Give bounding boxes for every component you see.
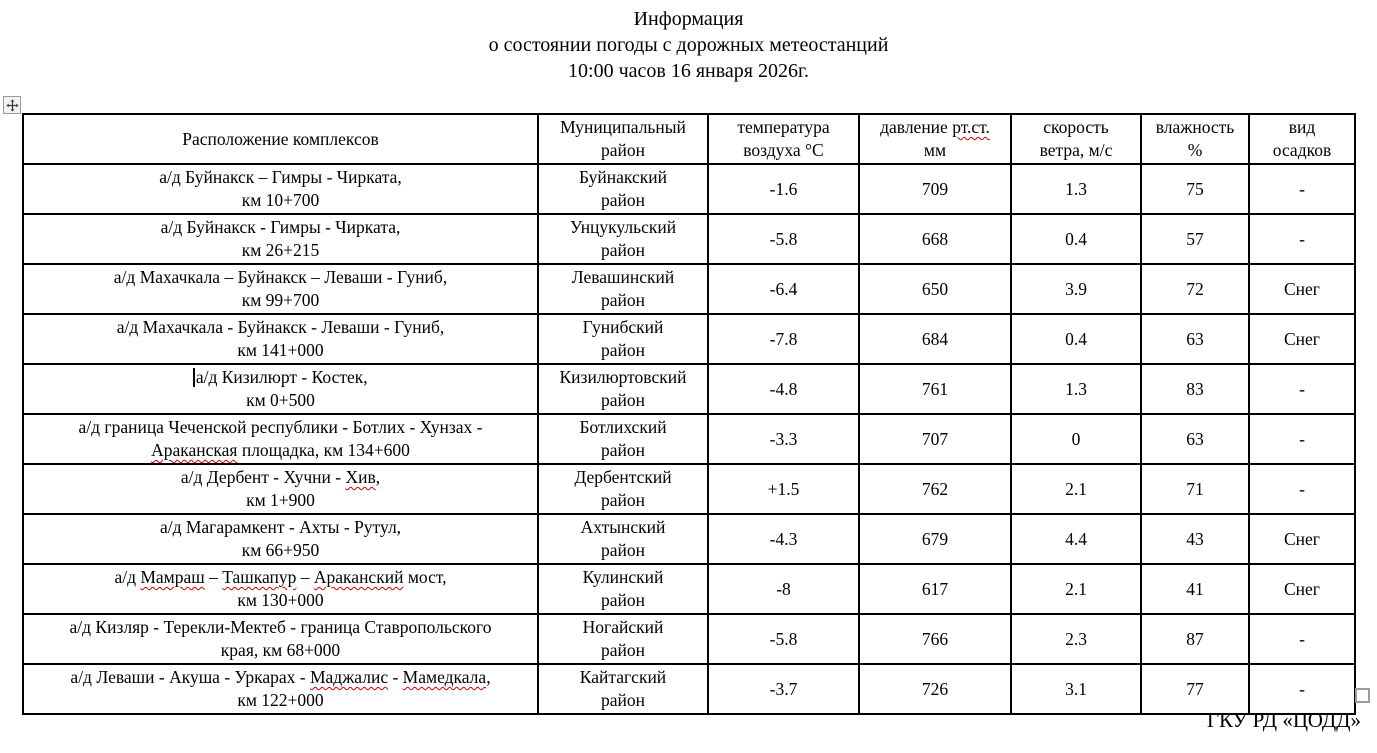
district-cell [538,214,708,264]
location-cell [23,514,538,564]
col-header-humidity [1141,114,1249,164]
district-line: Дербентский [574,467,672,487]
header-line: вид [1288,117,1316,137]
humidity-cell: 43 [1141,514,1249,564]
district-line: район [601,190,645,210]
temperature-cell: -6.4 [708,264,859,314]
location-text [196,367,368,387]
header-line: ветра, м/с [1039,140,1113,160]
pressure-cell: 668 [859,214,1011,264]
humidity-cell: 71 [1141,464,1249,514]
location-line-2 [28,589,533,612]
table-row [23,614,1355,664]
location-line-2 [28,189,533,212]
location-cell [23,414,538,464]
temperature-cell: -5.8 [708,614,859,664]
misspelled-word: Ташкапур [222,567,297,587]
misspelled-word: Маджалис [309,667,389,687]
location-cell [23,614,538,664]
district-cell [538,564,708,614]
humidity-cell: 57 [1141,214,1249,264]
pressure-cell: 766 [859,614,1011,664]
header-line: Муниципальный [560,117,686,137]
location-line-1 [28,616,533,639]
table-row [23,514,1355,564]
location-line-2 [28,539,533,562]
location-line-2 [28,639,533,662]
district-line: район [601,590,645,610]
text-segment: а/д Махачкала – Буйнакск – Леваши - Гуниб, [113,267,448,287]
precipitation-cell: - [1249,614,1355,664]
table-row [23,164,1355,214]
humidity-cell: 75 [1141,164,1249,214]
district-line: Унцукульский [569,217,677,237]
move-icon [6,99,19,112]
pressure-cell: 684 [859,314,1011,364]
humidity-cell: 63 [1141,414,1249,464]
header-line [864,116,1006,139]
district-line: район [601,690,645,710]
district-cell [538,264,708,314]
wind-speed-cell: 0 [1011,414,1141,464]
district-cell [538,614,708,664]
district-line: район [601,540,645,560]
table-row [23,214,1355,264]
precipitation-cell: - [1249,664,1355,714]
text-segment: давление [880,117,953,137]
precipitation-cell: - [1249,214,1355,264]
district-cell [538,514,708,564]
district-line: район [601,240,645,260]
text-caret [193,368,195,387]
text-segment: а/д Леваши - Акуша - Уркарах - [70,667,310,687]
misspelled-word: Араканская [151,440,238,460]
text-segment: км 1+900 [246,490,315,510]
text-segment: км 130+000 [237,590,324,610]
text-segment: площадка, км 134+600 [237,440,410,460]
temperature-cell: -3.3 [708,414,859,464]
text-segment: – [204,567,223,587]
header-line: район [601,140,645,160]
wind-speed-cell: 2.1 [1011,564,1141,614]
table-row [23,364,1355,414]
location-cell [23,264,538,314]
location-line-2 [28,689,533,712]
text-segment: , [486,667,491,687]
district-cell [538,314,708,364]
location-line-1 [28,416,533,439]
text-segment: км 99+700 [241,290,320,310]
location-line-2 [28,439,533,462]
district-line: район [601,440,645,460]
precipitation-cell: Снег [1249,564,1355,614]
temperature-cell: -1.6 [708,164,859,214]
text-segment: края, км 68+000 [220,640,341,660]
temperature-cell: -4.3 [708,514,859,564]
location-line-2 [28,239,533,262]
location-line-1 [28,366,533,389]
location-line-1 [28,516,533,539]
district-line: Буйнакский [579,167,667,187]
precipitation-cell: - [1249,364,1355,414]
text-segment: км 26+215 [241,240,320,260]
header-line: % [1187,140,1203,160]
location-cell [23,664,538,714]
temperature-cell: -8 [708,564,859,614]
misspelled-word: Хив [345,467,376,487]
humidity-cell: 72 [1141,264,1249,314]
title-line-3: 10:00 часов 16 января 2026г. [568,60,809,82]
text-segment: км 141+000 [237,340,324,360]
location-line-1 [28,216,533,239]
location-line-2 [28,389,533,412]
col-header-location: Расположение комплексов [23,114,538,164]
text-segment: а/д Буйнакск – Гимры - Чирката, [159,167,402,187]
location-line-2 [28,339,533,362]
wind-speed-cell: 4.4 [1011,514,1141,564]
location-line-1 [28,266,533,289]
header-line: мм [923,140,947,160]
text-segment: , [375,467,381,487]
col-header-precipitation [1249,114,1355,164]
location-line-2 [28,489,533,512]
text-segment: км 0+500 [246,390,315,410]
wind-speed-cell: 0.4 [1011,314,1141,364]
district-cell [538,364,708,414]
location-line-2 [28,289,533,312]
precipitation-cell: Снег [1249,314,1355,364]
humidity-cell: 87 [1141,614,1249,664]
pressure-cell: 761 [859,364,1011,414]
text-segment: а/д Дербент - Хучни - [180,467,346,487]
humidity-cell: 77 [1141,664,1249,714]
precipitation-cell: - [1249,414,1355,464]
location-line-1 [28,166,533,189]
temperature-cell: -7.8 [708,314,859,364]
humidity-cell: 63 [1141,314,1249,364]
district-line: Кизилюртовский [559,367,687,387]
header-row [23,114,1355,164]
text-segment: а/д [114,567,141,587]
header-line: скорость [1043,117,1109,137]
temperature-cell: -3.7 [708,664,859,714]
weather-table [22,113,1356,715]
wind-speed-cell: 1.3 [1011,164,1141,214]
pressure-cell: 709 [859,164,1011,214]
humidity-cell: 83 [1141,364,1249,414]
location-line-1 [28,666,533,689]
wind-speed-cell: 2.1 [1011,464,1141,514]
col-header-district [538,114,708,164]
precipitation-cell: - [1249,464,1355,514]
location-cell [23,364,538,414]
district-cell [538,664,708,714]
text-segment: - [388,667,403,687]
district-line: Ногайский [582,617,664,637]
text-segment: а/д Махачкала - Буйнакск - Леваши - Гуниб, [116,317,445,337]
district-line: Кулинский [582,567,664,587]
temperature-cell: +1.5 [708,464,859,514]
pressure-cell: 679 [859,514,1011,564]
district-line: Ахтынский [580,517,666,537]
wind-speed-cell: 1.3 [1011,364,1141,414]
precipitation-cell: Снег [1249,264,1355,314]
district-line: район [601,390,645,410]
header-line: влажность [1155,117,1235,137]
misspelled-word: Араканский [313,567,404,587]
location-cell [23,314,538,364]
table-row [23,464,1355,514]
col-header-pressure [859,114,1011,164]
header-line: температура [737,117,830,137]
district-cell [538,164,708,214]
wind-speed-cell: 0.4 [1011,214,1141,264]
misspelled-word: Мамраш [140,567,205,587]
district-line: район [601,340,645,360]
text-segment: а/д Кизилюрт - Костек, [195,367,368,387]
text-segment: км 122+000 [237,690,324,710]
wind-speed-cell: 3.9 [1011,264,1141,314]
location-cell [23,214,538,264]
col-header-temperature [708,114,859,164]
pressure-cell: 707 [859,414,1011,464]
document-title [0,6,1377,84]
table-resize-handle[interactable] [1355,688,1370,703]
misspelled-word: Мамедкала [402,667,487,687]
district-cell [538,464,708,514]
district-line: Кайтагский [579,667,667,687]
title-line-2: о состоянии погоды с дорожных метеостанций [488,34,889,56]
table-row [23,264,1355,314]
wind-speed-cell: 3.1 [1011,664,1141,714]
district-line: Гунибский [582,317,664,337]
pressure-cell: 617 [859,564,1011,614]
district-line: район [601,640,645,660]
temperature-cell: -4.8 [708,364,859,414]
pressure-cell: 762 [859,464,1011,514]
wind-speed-cell: 2.3 [1011,614,1141,664]
location-line-1 [28,316,533,339]
header-line: воздуха °С [743,140,824,160]
table-row [23,564,1355,614]
table-row [23,314,1355,364]
location-cell [23,464,538,514]
table-row [23,414,1355,464]
misspelled-word: рт.ст. [952,117,990,137]
location-cell [23,164,538,214]
text-segment: а/д Кизляр - Терекли-Мектеб - граница Ставропольского [69,617,492,637]
pressure-cell: 726 [859,664,1011,714]
table-row [23,664,1355,714]
text-segment: а/д граница Чеченской республики - Ботлих - Хунзах - [78,417,483,437]
text-segment: – [296,567,314,587]
precipitation-cell: - [1249,164,1355,214]
col-header-wind [1011,114,1141,164]
location-line-1 [28,466,533,489]
temperature-cell: -5.8 [708,214,859,264]
text-segment: км 10+700 [241,190,320,210]
district-line: Ботлихский [579,417,667,437]
title-line-1: Информация [633,8,744,30]
district-cell [538,414,708,464]
text-segment: мост, [403,567,447,587]
footer-organization: ГКУ РД «ЦОДД» [1206,708,1361,732]
district-line: район [601,290,645,310]
location-cell [23,564,538,614]
table-move-handle[interactable] [3,96,21,114]
text-segment: а/д Буйнакск - Гимры - Чирката, [160,217,401,237]
text-segment: а/д Магарамкент - Ахты - Рутул, [159,517,402,537]
precipitation-cell: Снег [1249,514,1355,564]
location-line-1 [28,566,533,589]
text-segment: км 66+950 [241,540,320,560]
humidity-cell: 41 [1141,564,1249,614]
district-line: Левашинский [571,267,675,287]
header-line: осадков [1272,140,1332,160]
pressure-cell: 650 [859,264,1011,314]
district-line: район [601,490,645,510]
